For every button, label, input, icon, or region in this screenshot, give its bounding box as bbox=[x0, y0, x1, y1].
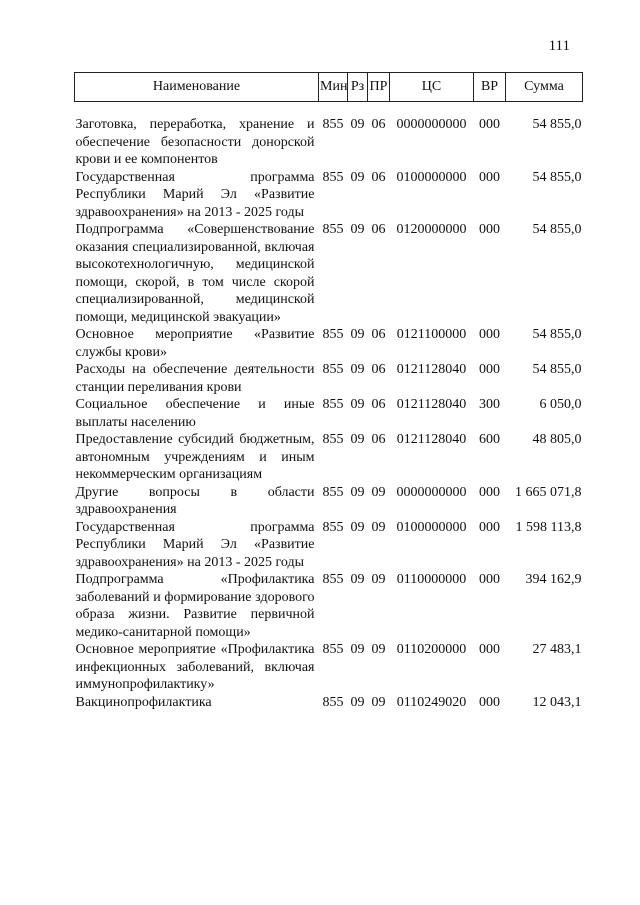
cell-min: 855 bbox=[322, 222, 344, 237]
cell-cs: 0000000000 bbox=[396, 117, 467, 132]
cell-rz: 09 bbox=[350, 397, 365, 412]
cell-sum: 54 855,0 bbox=[532, 327, 582, 342]
cell-vr: 000 bbox=[479, 694, 500, 710]
cell-name: Подпрограмма «Совершенствование оказания специализированной, включая высокотехнологичную, медицинской помощи, скорой, в том числе скорой специализированной, медицинской помощи, медицинской эвакуации» bbox=[75, 222, 315, 325]
cell-pr: 06 bbox=[371, 222, 386, 237]
cell-min: 855 bbox=[322, 572, 344, 587]
table-row bbox=[75, 641, 583, 694]
cell-pr: 06 bbox=[371, 432, 386, 447]
cell-vr: 000 bbox=[479, 642, 500, 657]
cell-name: Подпрограмма «Профилактика заболеваний и формирование здорового образа жизни. Развитие первичной медико-санитарной помощи» bbox=[75, 572, 315, 640]
cell-cs: 0110249020 bbox=[396, 694, 467, 710]
cell-min: 855 bbox=[322, 694, 344, 710]
cell-vr: 000 bbox=[479, 484, 500, 500]
header-sum: Сумма bbox=[506, 73, 583, 102]
table-row bbox=[75, 519, 583, 572]
table-row bbox=[75, 694, 583, 712]
cell-min: 855 bbox=[322, 397, 344, 412]
cell-cs: 0000000000 bbox=[396, 484, 467, 500]
cell-vr: 300 bbox=[479, 397, 500, 412]
cell-rz: 09 bbox=[350, 484, 365, 500]
cell-cs: 0121128040 bbox=[396, 397, 467, 412]
cell-pr: 09 bbox=[371, 572, 386, 587]
cell-name: Социальное обеспечение и иные выплаты населению bbox=[75, 397, 315, 430]
cell-name: Вакцинопрофилактика bbox=[75, 694, 212, 710]
cell-pr: 09 bbox=[371, 519, 386, 535]
budget-table bbox=[74, 72, 583, 711]
cell-name: Расходы на обеспечение деятельности станции переливания крови bbox=[75, 362, 315, 395]
cell-sum: 48 805,0 bbox=[532, 432, 582, 447]
cell-rz: 09 bbox=[350, 642, 365, 657]
cell-min: 855 bbox=[322, 327, 344, 342]
cell-cs: 0120000000 bbox=[396, 222, 467, 237]
cell-min: 855 bbox=[322, 362, 344, 377]
cell-sum: 54 855,0 bbox=[532, 169, 582, 185]
cell-sum: 1 598 113,8 bbox=[515, 519, 582, 535]
cell-min: 855 bbox=[322, 484, 344, 500]
cell-sum: 394 162,9 bbox=[525, 572, 582, 587]
cell-name: Государственная программа Республики Марий Эл «Развитие здравоохранения» на 2013 - 2025 годы bbox=[75, 169, 315, 220]
cell-name: Основное мероприятие «Профилактика инфекционных заболеваний, включая иммунопрофилактику» bbox=[75, 642, 315, 692]
cell-rz: 09 bbox=[350, 694, 365, 710]
cell-pr: 06 bbox=[371, 362, 386, 377]
cell-sum: 54 855,0 bbox=[532, 117, 582, 132]
cell-sum: 6 050,0 bbox=[539, 397, 582, 412]
cell-pr: 06 bbox=[371, 327, 386, 342]
cell-min: 855 bbox=[322, 169, 344, 185]
cell-pr: 09 bbox=[371, 642, 386, 657]
cell-sum: 54 855,0 bbox=[532, 362, 582, 377]
cell-sum: 27 483,1 bbox=[532, 642, 582, 657]
cell-cs: 0121128040 bbox=[396, 362, 467, 377]
table-body bbox=[75, 116, 583, 711]
cell-vr: 000 bbox=[479, 169, 500, 185]
cell-min: 855 bbox=[322, 432, 344, 447]
page-number: 111 bbox=[548, 38, 570, 54]
table-row bbox=[75, 396, 583, 431]
cell-vr: 000 bbox=[479, 572, 500, 587]
header-cs: ЦС bbox=[390, 73, 474, 102]
table-row bbox=[75, 571, 583, 641]
cell-rz: 09 bbox=[350, 169, 365, 185]
cell-cs: 0100000000 bbox=[396, 519, 467, 535]
header-vr: ВР bbox=[474, 73, 506, 102]
table-row bbox=[75, 326, 583, 361]
cell-name: Предоставление субсидий бюджетным, автономным учреждениям и иным некоммерческим организациям bbox=[75, 432, 315, 482]
cell-pr: 06 bbox=[371, 397, 386, 412]
cell-vr: 000 bbox=[479, 362, 500, 377]
table-row bbox=[75, 431, 583, 484]
cell-pr: 06 bbox=[371, 117, 386, 132]
header-name: Наименование bbox=[75, 73, 319, 102]
cell-min: 855 bbox=[322, 642, 344, 657]
cell-pr: 09 bbox=[371, 694, 386, 710]
cell-vr: 000 bbox=[479, 327, 500, 342]
cell-rz: 09 bbox=[350, 519, 365, 535]
cell-rz: 09 bbox=[350, 362, 365, 377]
cell-rz: 09 bbox=[350, 572, 365, 587]
cell-name: Заготовка, переработка, хранение и обеспечение безопасности донорской крови и ее компонентов bbox=[75, 117, 315, 167]
cell-rz: 09 bbox=[350, 432, 365, 447]
cell-sum: 54 855,0 bbox=[532, 222, 582, 237]
cell-rz: 09 bbox=[350, 117, 365, 132]
cell-cs: 0121100000 bbox=[396, 327, 467, 342]
table-row bbox=[75, 221, 583, 326]
cell-vr: 000 bbox=[479, 519, 500, 535]
cell-pr: 06 bbox=[371, 169, 386, 185]
cell-name: Государственная программа Республики Марий Эл «Развитие здравоохранения» на 2013 - 2025 годы bbox=[75, 519, 315, 570]
cell-cs: 0110000000 bbox=[396, 572, 467, 587]
cell-vr: 000 bbox=[479, 117, 500, 132]
cell-sum: 12 043,1 bbox=[532, 694, 582, 710]
cell-min: 855 bbox=[322, 519, 344, 535]
cell-vr: 000 bbox=[479, 222, 500, 237]
cell-rz: 09 bbox=[350, 222, 365, 237]
header-rz: Рз bbox=[348, 73, 368, 102]
table-header bbox=[75, 73, 583, 117]
table-row bbox=[75, 116, 583, 169]
cell-cs: 0100000000 bbox=[396, 169, 467, 185]
table-row bbox=[75, 361, 583, 396]
cell-min: 855 bbox=[322, 117, 344, 132]
cell-cs: 0121128040 bbox=[396, 432, 467, 447]
cell-rz: 09 bbox=[350, 327, 365, 342]
cell-cs: 0110200000 bbox=[396, 642, 467, 657]
cell-name: Основное мероприятие «Развитие службы крови» bbox=[75, 327, 315, 360]
header-pr: ПР bbox=[368, 73, 390, 102]
cell-pr: 09 bbox=[371, 484, 386, 500]
cell-name: Другие вопросы в области здравоохранения bbox=[75, 484, 315, 517]
cell-sum: 1 665 071,8 bbox=[515, 484, 582, 500]
cell-vr: 600 bbox=[479, 432, 500, 447]
table-row bbox=[75, 484, 583, 519]
header-min: Мин bbox=[319, 73, 348, 102]
table-row bbox=[75, 169, 583, 222]
